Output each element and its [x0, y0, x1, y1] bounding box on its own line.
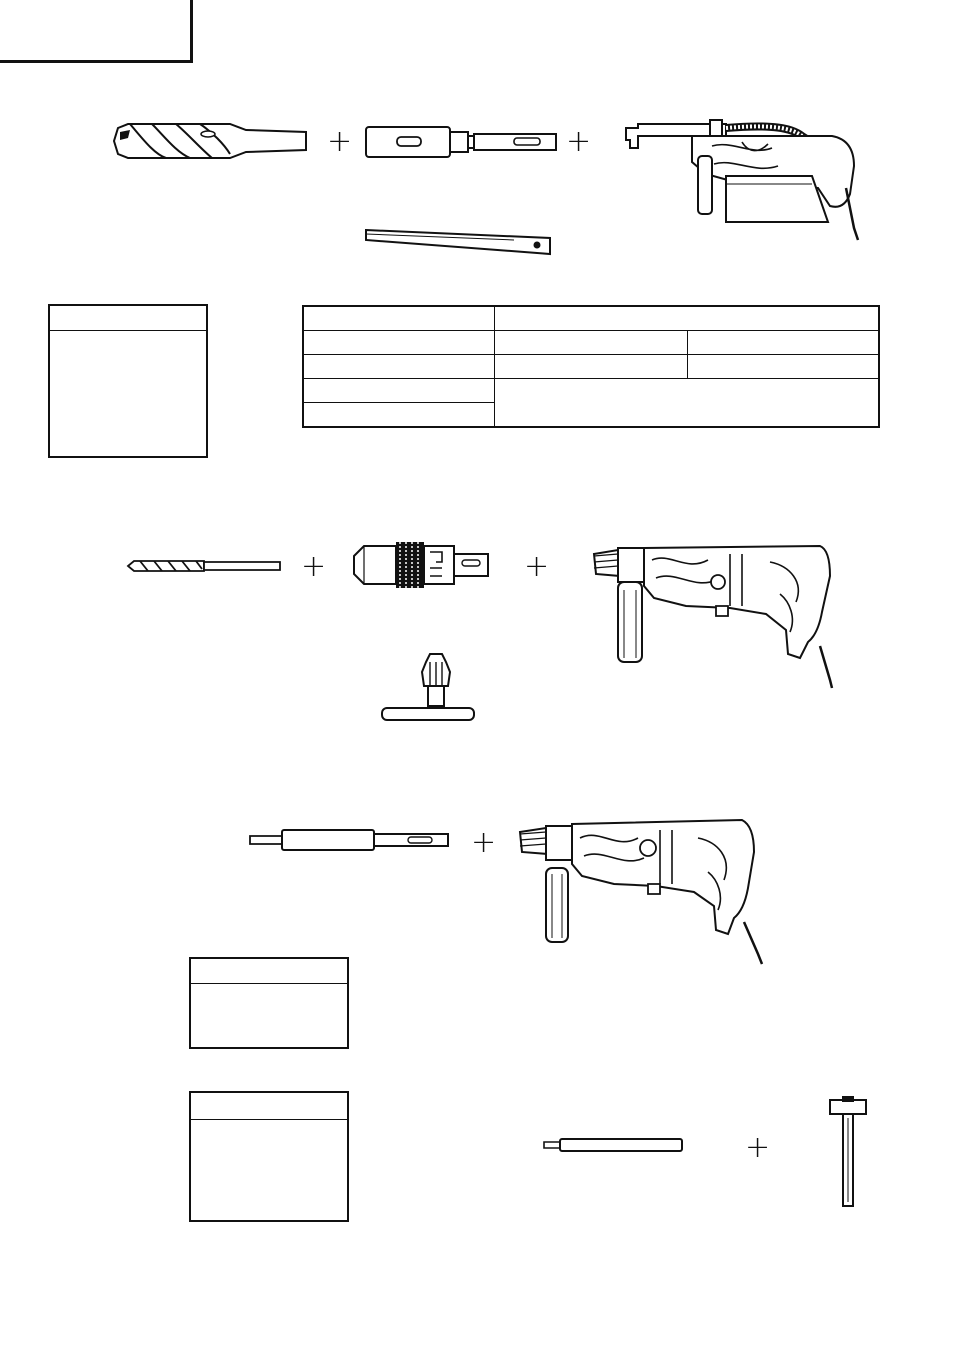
cotter-pin-illustration: [542, 1137, 686, 1153]
plus-sign: +: [301, 549, 327, 584]
info-box-body: [191, 1120, 347, 1132]
chuck-key-illustration: [380, 652, 476, 722]
plus-sign: +: [471, 825, 497, 860]
table-row: [303, 379, 879, 403]
table-cell: [494, 331, 687, 355]
plus-sign: +: [566, 124, 592, 159]
table-cell: [303, 403, 494, 428]
spec-table: [302, 305, 880, 428]
wedge-tool-illustration: [364, 226, 554, 258]
info-box: [189, 1091, 349, 1222]
info-box: [48, 304, 208, 458]
core-bit-adapter-illustration: [364, 124, 560, 160]
table-row: [303, 331, 879, 355]
rotary-hammer-illustration: [516, 818, 772, 966]
drill-bit-illustration: [126, 558, 282, 574]
table-cell: [494, 306, 879, 331]
taper-shank-adapter-illustration: [248, 826, 450, 854]
table-cell: [303, 306, 494, 331]
plus-sign: +: [745, 1130, 771, 1165]
table-cell: [494, 355, 687, 379]
info-box-header: [191, 1093, 347, 1120]
hammer-illustration: [828, 1094, 868, 1208]
rotary-hammer-illustration: [590, 542, 840, 690]
rotary-hammer-with-dust-collector-illustration: [622, 118, 862, 242]
table-cell: [688, 331, 879, 355]
info-box-body: [50, 331, 206, 343]
table-cell: [303, 331, 494, 355]
table-row: [303, 306, 879, 331]
core-bit-illustration: [112, 118, 312, 164]
drill-chuck-adapter-illustration: [352, 538, 492, 592]
table-cell: [688, 355, 879, 379]
plus-sign: +: [524, 549, 550, 584]
table-cell: [303, 355, 494, 379]
info-box-header: [191, 959, 347, 984]
table-cell: [494, 379, 879, 428]
info-box-header: [50, 306, 206, 331]
table-cell: [303, 379, 494, 403]
info-box: [189, 957, 349, 1049]
table-row: [303, 355, 879, 379]
info-box-body: [191, 984, 347, 996]
page-corner-frame: [0, 0, 193, 63]
plus-sign: +: [327, 124, 353, 159]
